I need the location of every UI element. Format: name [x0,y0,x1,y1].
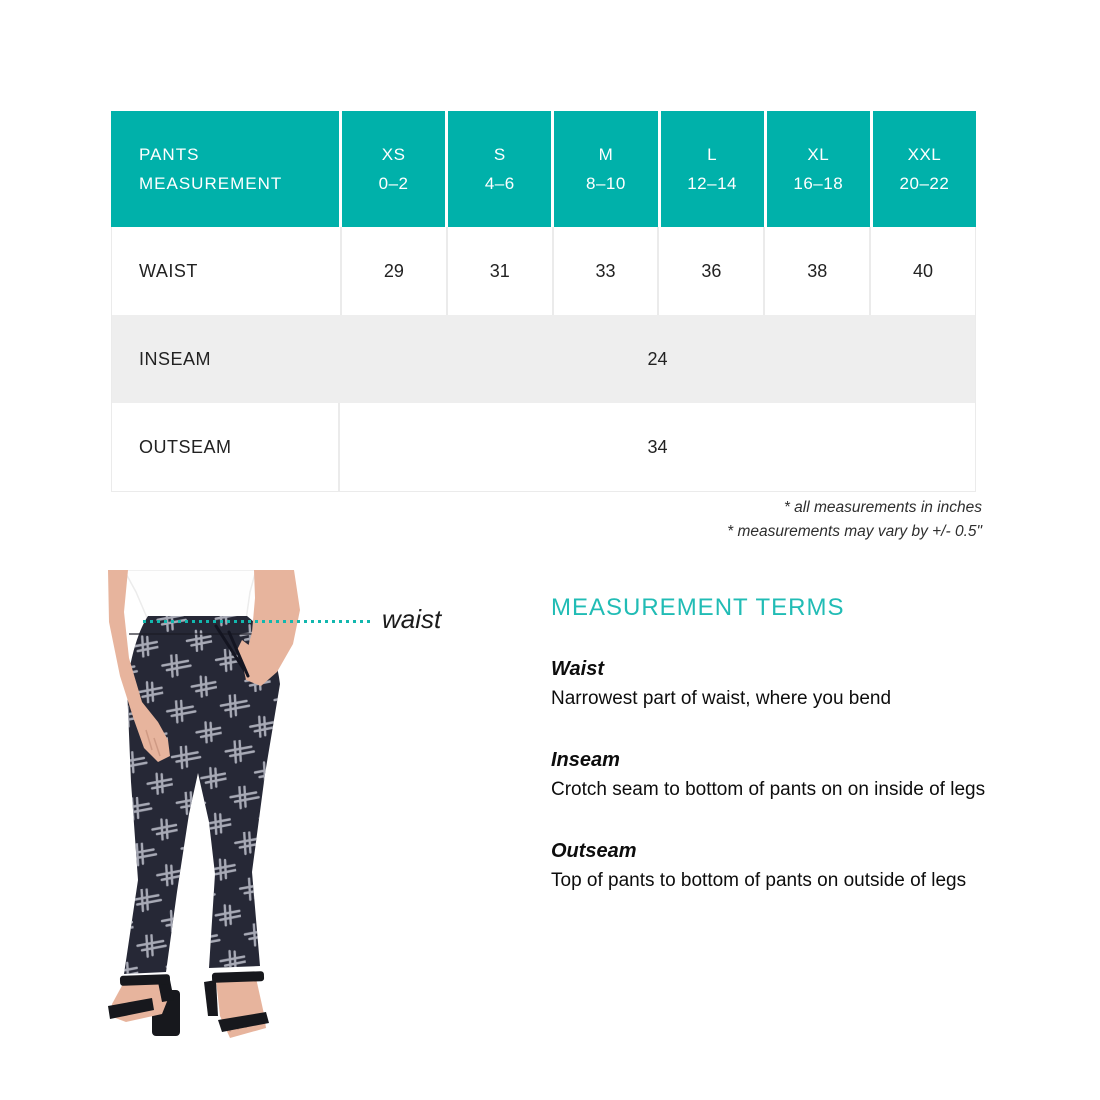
header-cell-xxl [870,111,976,227]
size-range: 0–2 [378,174,409,193]
header-cell-s [445,111,551,227]
waist-value-m: 33 [552,227,658,315]
size-code: XXL [907,145,942,164]
size-code: XL [807,145,830,164]
header-cell-xl [764,111,870,227]
pants-model-figure [96,570,456,1090]
waist-value-s: 31 [446,227,552,315]
table-row-outseam [112,403,975,491]
size-chart-table [111,111,976,492]
footnote-variance: * measurements may vary by +/- 0.5" [727,523,982,540]
table-row-waist [112,227,975,315]
size-range: 4–6 [484,174,515,193]
header-cell-l [658,111,764,227]
term-definition: Narrowest part of waist, where you bend [551,688,892,709]
waist-value-xs: 29 [340,227,446,315]
row-label: INSEAM [139,348,212,369]
header-label-line1: PANTS [139,145,200,164]
size-code: S [493,145,506,164]
term-name: Outseam [551,840,637,862]
term-definition: Crotch seam to bottom of pants on on inside of legs [551,779,986,800]
measurement-terms-section [551,594,991,895]
term-name: Waist [551,658,604,680]
size-range: 8–10 [586,174,626,193]
size-code: M [598,145,614,164]
table-row-inseam [112,315,975,403]
row-label: OUTSEAM [112,403,340,491]
inseam-merged-value: 24 [647,348,668,369]
waist-value-xxl: 40 [869,227,975,315]
size-range: 16–18 [793,174,844,193]
waist-value-l: 36 [657,227,763,315]
footnote-inches: * all measurements in inches [783,499,982,516]
term-block-inseam [551,746,991,804]
size-chart-body [111,227,976,492]
waist-measure-dotted-line [143,620,373,623]
waist-value-xl: 38 [763,227,869,315]
term-definition: Top of pants to bottom of pants on outside of legs [551,870,967,891]
outseam-merged-value: 34 [647,436,668,457]
model-illustration [96,570,336,1090]
header-cell-m [551,111,657,227]
size-code: L [707,145,718,164]
header-label-cell [111,111,339,227]
footnotes [111,496,982,544]
term-name: Inseam [551,749,620,771]
terms-heading: MEASUREMENT TERMS [551,594,845,621]
term-block-outseam [551,837,991,895]
header-label-line2: MEASUREMENT [139,174,283,193]
header-cell-xs [339,111,445,227]
row-label: WAIST [139,260,198,281]
size-code: XS [381,145,406,164]
waist-annotation-label: waist [382,604,442,634]
size-range: 12–14 [687,174,737,193]
size-range: 20–22 [899,174,950,193]
size-chart-header-row [111,111,976,227]
term-block-waist [551,655,991,713]
